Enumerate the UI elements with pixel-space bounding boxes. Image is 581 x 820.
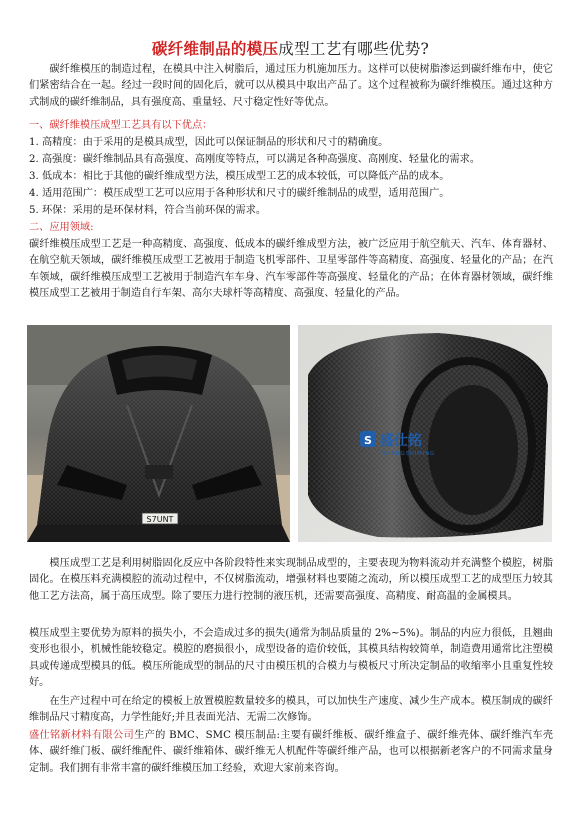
advantage-paragraph: 模压成型主要优势为原料的损失小，不会造成过多的损失(通常为制品质量的 2%~5%)。制品的内应力很低，且翘曲变形也很小，机械性能较稳定。模腔的磨损很小，成型设备的造价较低，其模具结构较简单，制造费用通常比注塑模具或传递成型模具的低。模压所能成型的制品的尺寸由模压机的合模力与模板尺寸所决定制品的收缩率小且重复性较好。	[29, 628, 553, 688]
watermark-en: SHENGSHIMING	[382, 451, 436, 457]
process-paragraph: 模压成型工艺是利用树脂固化反应中各阶段特性来实现制品成型的，主要表现为物料流动并充满整个模腔，树脂固化。在模压料充满模腔的流动过程中，不仅树脂流动，增强材料也要随之流动，所以模压成型工艺的成型压力较其他工艺方法高，属于高压成型。除了要压力进行控制的液压机，还需要高强度、高精度、耐高温的金属模具。	[29, 558, 553, 602]
carbon-fiber-tube-photo	[298, 325, 552, 542]
watermark-cn: 盛仕铭	[380, 433, 422, 449]
carbon-fiber-car-photo	[27, 325, 290, 542]
car-plate-text: S7UNT	[146, 515, 174, 524]
section2-heading: 二、应用领域:	[29, 222, 94, 233]
page-title	[0, 37, 581, 59]
applications-paragraph: 碳纤维模压成型工艺是一种高精度、高强度、低成本的碳纤维成型方法，被广泛应用于航空航天、汽车、体育器材、在航空航天领域，碳纤维模压成型工艺被用于制造飞机零部件、卫星零部件等高精度、高强度、轻量化的产品；在汽车领域，碳纤维模压成型工艺被用于制造汽车车身、汽车零部件等高强度、轻量化的产品；在体育器材领域，碳纤维模压成型工艺被用于制造自行车架、高尔夫球杆等高精度、高强度、轻量化的产品。	[29, 239, 553, 299]
page-title-rest: 成型工艺有哪些优势?	[278, 40, 430, 58]
intro-paragraph: 碳纤维模压的制造过程，在模具中注入树脂后，通过压力机施加压力。这样可以使树脂渗运到碳纤维布中，使它们紧密结合在一起。经过一段时间的固化后，就可以从模具中取出产品了。这个过程被称为碳纤维模压。通过这种方式制成的碳纤维制品，具有强度高、重量轻、尺寸稳定性好等优点。	[29, 64, 553, 108]
page-title-highlight: 碳纤维制品的模压	[151, 39, 279, 58]
advantage-item-3: 3. 低成本：相比于其他的碳纤维成型方法，模压成型工艺的成本较低，可以降低产品的成本。	[29, 171, 450, 182]
section1-heading: 一、碳纤维模压成型工艺具有以下优点：	[29, 120, 213, 131]
advantage-item-2: 2. 高强度：碳纤维制品具有高强度、高刚度等特点，可以满足各种高强度、高刚度、轻量化的需求。	[29, 154, 481, 165]
company-paragraph	[29, 728, 553, 777]
company-text: 生产的 BMC、SMC 模压制品:主要有碳纤维板、碳纤维盒子、碳纤维壳体、碳纤维汽车壳体、碳纤维门板、碳纤维配件、碳纤维箱体、碳纤维无人机配件等碳纤维产品，也可以根据新老客户的不同需求量身定制。我们拥有非常丰富的碳纤维模压加工经验，欢迎大家前来咨询。	[29, 730, 554, 774]
advantage-item-5: 5. 环保：采用的是环保材料，符合当前环保的需求。	[29, 205, 267, 216]
advantage-item-1: 1. 高精度：由于采用的是模具成型，因此可以保证制品的形状和尺寸的精确度。	[29, 137, 389, 148]
company-name: 盛仕铭新材料有限公司	[29, 730, 135, 741]
advantage-item-4: 4. 适用范围广：模压成型工艺可以应用于各种形状和尺寸的碳纤维制品的成型，适用范围广。	[29, 188, 450, 199]
svg-text:S: S	[364, 434, 372, 447]
production-paragraph: 在生产过程中可在给定的模板上放置模腔数量较多的模具，可以加快生产速度、减少生产成本。模压制成的碳纤维制品尺寸精度高，力学性能好;并且表面光洁、无需二次修饰。	[29, 696, 553, 724]
